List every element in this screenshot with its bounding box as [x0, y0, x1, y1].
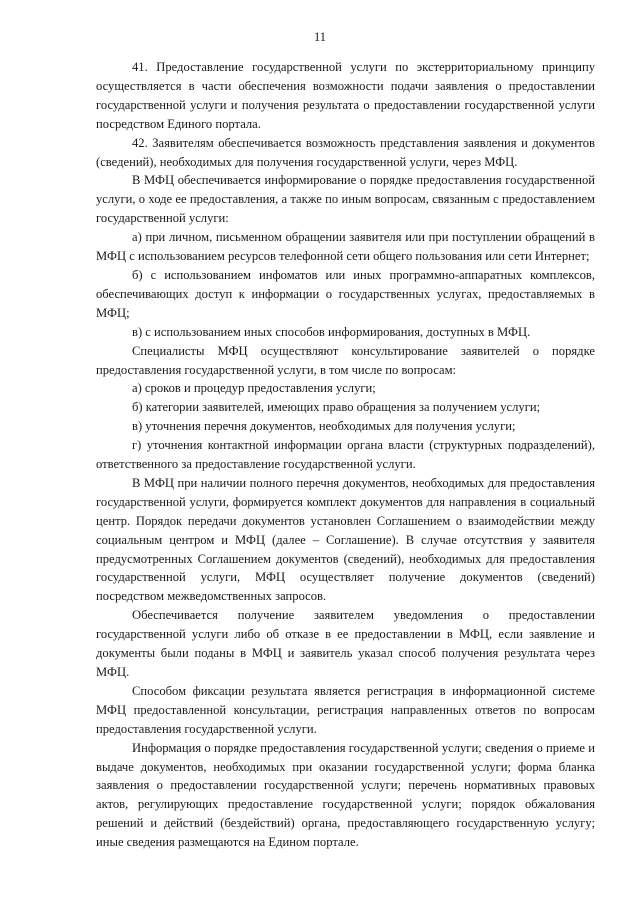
- list-item-a: а) при личном, письменном обращении заявителя или при поступлении обращений в МФЦ с использованием ресурсов телефонной сети общего пользования или сети Интернет;: [96, 230, 595, 264]
- list-item-b: б) с использованием инфоматов или иных программно-аппаратных комплексов, обеспечивающих доступ к информации о государственных услугах, предоставляемых в МФЦ;: [96, 267, 595, 320]
- list-item-g-contacts: г) уточнения контактной информации органа власти (структурных подразделений), ответственного за предоставление государственной услуги.: [96, 438, 595, 472]
- document-body: [96, 58, 595, 852]
- paragraph-specialists: Специалисты МФЦ осуществляют консультирование заявителей о порядке предоставления государственной услуги, в том числе по вопросам:: [96, 343, 595, 377]
- paragraph-42: 42. Заявителям обеспечивается возможность представления заявления и документов (сведений), необходимых для получения государственной услуги, через МФЦ.: [96, 135, 595, 169]
- page-number: 11: [313, 30, 327, 44]
- paragraph-portal-info: Информация о порядке предоставления государственной услуги; сведения о приеме и выдаче документов, необходимых при оказании государственной услуги; форма бланка заявления о предоставлении государственной услуги; перечень нормативных правовых актов, регулирующих предоставление государственной услуги; порядок обжалования решений и действий (бездействий) органа, предоставляющего государственную услугу; иные сведения размещаются на Едином портале.: [96, 740, 595, 850]
- list-item-v: в) с использованием иных способов информирования, доступных в МФЦ.: [132, 324, 531, 339]
- paragraph-notification: Обеспечивается получение заявителем уведомления о предоставлении государственной услуги либо об отказе в ее предоставлении в МФЦ, если заявление и документы были поданы в МФЦ и заявитель указал способ получения результата через МФЦ.: [96, 608, 595, 679]
- list-item-v-documents: в) уточнения перечня документов, необходимых для получения услуги;: [132, 419, 516, 434]
- list-item-b-categories: б) категории заявителей, имеющих право обращения за получением услуги;: [132, 400, 541, 415]
- paragraph-result-fixation: Способом фиксации результата является регистрация в информационной системе МФЦ предоставленной консультации, регистрация направленных ответов по вопросам предоставления государственной услуги.: [96, 683, 595, 736]
- paragraph-mfc-informing: В МФЦ обеспечивается информирование о порядке предоставления государственной услуги, о ходе ее предоставления, а также по иным вопросам, связанным с предоставлением государственной услуги:: [96, 173, 595, 226]
- paragraph-document-set: В МФЦ при наличии полного перечня документов, необходимых для предоставления государственной услуги, формируется комплект документов для направления в социальный центр. Порядок передачи документов установлен Соглашением о взаимодействии между социальным центром и МФЦ (далее – Соглашение). В случае отсутствия у заявителя предусмотренных Соглашением документов (сведений), необходимых для предоставления государственной услуги, МФЦ осуществляет получение документов (сведений) посредством межведомственных запросов.: [96, 475, 595, 604]
- paragraph-41: 41. Предоставление государственной услуги по экстерриториальному принципу осуществляется в части обеспечения возможности подачи заявления о предоставлении государственной услуги и получения результата о предоставлении государственной услуги посредством Единого портала.: [96, 60, 595, 131]
- list-item-a-terms: а) сроков и процедур предоставления услуги;: [132, 381, 376, 396]
